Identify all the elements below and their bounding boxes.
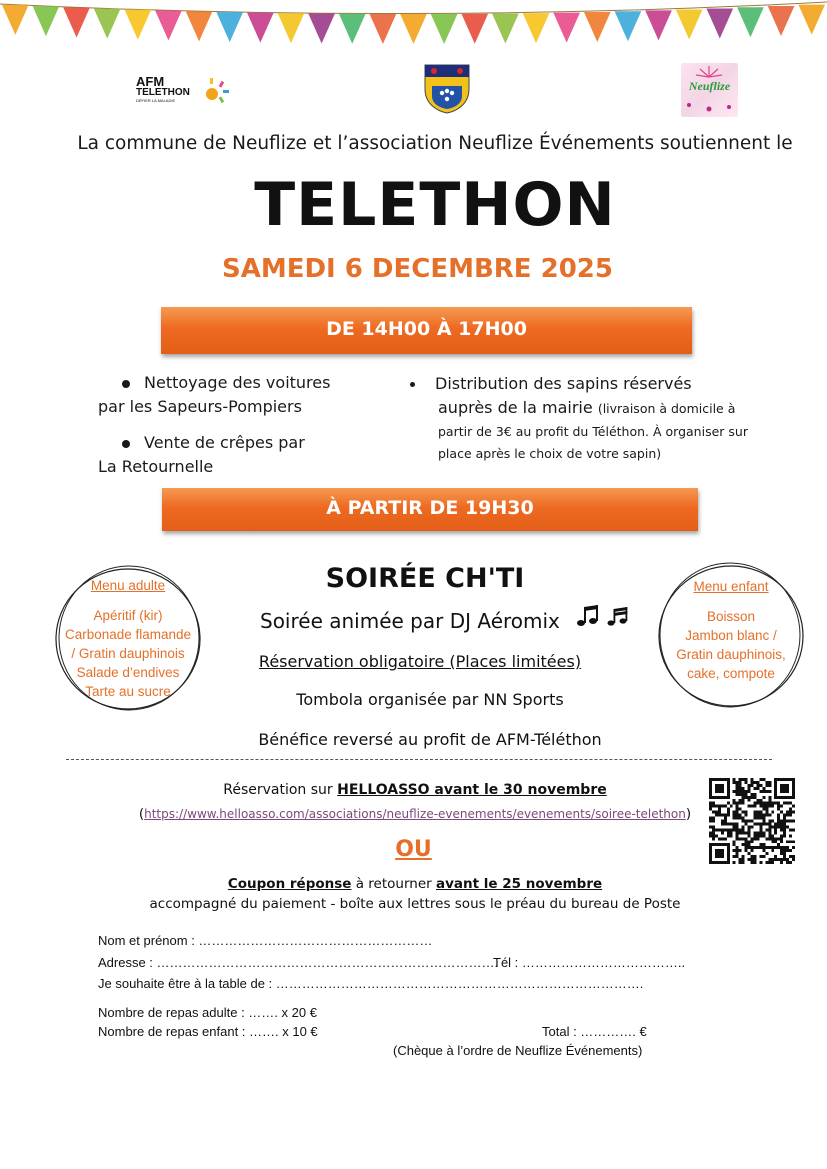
form-name-field[interactable]: Nom et prénom : ……………………………………………… bbox=[98, 933, 433, 948]
form-adult-meals-field[interactable]: Nombre de repas adulte : ……. x 20 € bbox=[98, 1005, 317, 1020]
bunting-flag bbox=[645, 10, 672, 40]
afm-sun-icon bbox=[200, 76, 230, 106]
reservation-required: Réservation obligatoire (Places limitées) bbox=[258, 652, 582, 671]
coupon-deadline: avant le 25 novembre bbox=[436, 876, 603, 892]
afm-logo-tag: DÉFIER LA MALADIE bbox=[136, 98, 176, 103]
intro-text: La commune de Neuflize et l’association Neuflize Événements soutiennent le bbox=[77, 133, 793, 154]
neuflize-coat-of-arms-icon bbox=[424, 64, 470, 114]
soiree-title: SOIRÉE CH'TI bbox=[325, 563, 525, 594]
benefit-text: Bénéfice reversé au profit de AFM-Téléthon bbox=[258, 730, 602, 749]
bunting-flag bbox=[339, 14, 366, 44]
dj-line bbox=[260, 604, 632, 633]
event-date: SAMEDI 6 DECEMBRE 2025 bbox=[221, 254, 613, 284]
bunting-flag bbox=[308, 14, 335, 44]
list-item-note: (livraison à domicile à bbox=[597, 401, 736, 416]
menu-item: Salade d’endives bbox=[76, 665, 180, 680]
form-phone-field[interactable]: Tél : ……………………………….. bbox=[493, 955, 686, 970]
cut-line-divider bbox=[66, 759, 772, 760]
helloasso-deadline: HELLOASSO avant le 30 novembre bbox=[337, 782, 607, 798]
bunting-flag bbox=[584, 12, 611, 42]
list-item-line: Distribution des sapins réservés bbox=[435, 374, 692, 393]
list-item-note: partir de 3€ au profit du Téléthon. À organiser sur bbox=[438, 424, 748, 439]
afm-logo-line2: TELETHON bbox=[136, 87, 190, 98]
menu-child-title: Menu enfant bbox=[693, 579, 769, 594]
bunting-flag bbox=[278, 13, 305, 43]
form-table-field[interactable]: Je souhaite être à la table de : …………………………………………………………………………. bbox=[98, 976, 644, 991]
menu-item: / Gratin dauphinois bbox=[71, 646, 185, 661]
bunting-flag bbox=[523, 13, 550, 43]
bunting-decoration bbox=[0, 0, 827, 50]
helloasso-line bbox=[0, 782, 827, 798]
evening-time-banner: À PARTIR DE 19H30 bbox=[162, 488, 698, 531]
bunting-flag bbox=[461, 14, 488, 44]
bunting-flag bbox=[186, 11, 213, 41]
coupon-line bbox=[0, 876, 827, 892]
bunting-flag bbox=[33, 6, 60, 36]
list-item-main: auprès de la mairie bbox=[438, 398, 593, 417]
bunting-flag bbox=[400, 14, 427, 44]
bullet-icon bbox=[410, 382, 415, 387]
list-item-line: Nettoyage des voitures bbox=[144, 373, 331, 392]
bunting-flag bbox=[492, 13, 519, 43]
bunting-flag bbox=[615, 11, 642, 41]
menu-item: Boisson bbox=[706, 609, 756, 624]
list-item-line bbox=[410, 396, 770, 421]
menu-item: Gratin dauphinois, bbox=[676, 647, 786, 662]
page-title: TELETHON bbox=[254, 170, 616, 240]
bunting-flag bbox=[768, 6, 795, 36]
bunting-flag bbox=[737, 7, 764, 37]
bunting-flag bbox=[63, 7, 90, 37]
or-separator: OU bbox=[395, 837, 432, 862]
coupon-label: Coupon réponse bbox=[227, 876, 352, 892]
bunting-flag bbox=[94, 9, 121, 39]
afm-telethon-logo bbox=[136, 76, 231, 108]
helloasso-url-line bbox=[0, 806, 827, 822]
bunting-flag bbox=[370, 14, 397, 44]
afm-logo-line1: AFM bbox=[136, 74, 165, 89]
list-item-line: La Retournelle bbox=[98, 457, 214, 476]
cheque-note: (Chèque à l’ordre de Neuflize Événements) bbox=[393, 1043, 643, 1058]
bunting-flag bbox=[125, 10, 152, 40]
bunting-flag bbox=[155, 11, 182, 41]
helloasso-prefix: Réservation sur bbox=[223, 782, 338, 798]
bunting-flag bbox=[706, 8, 733, 38]
paren-close: ) bbox=[685, 806, 692, 822]
bunting-flag bbox=[2, 5, 29, 35]
bunting-flag bbox=[676, 9, 703, 39]
payment-line: accompagné du paiement - boîte aux lettres sous le préau du bureau de Poste bbox=[149, 896, 681, 912]
bunting-flag bbox=[798, 5, 825, 35]
form-total-field[interactable]: Total : …………. € bbox=[542, 1024, 647, 1039]
list-item-line: Vente de crêpes par bbox=[144, 433, 305, 452]
form-child-meals-field[interactable]: Nombre de repas enfant : ……. x 10 € bbox=[98, 1024, 318, 1039]
dj-text: Soirée animée par DJ Aéromix bbox=[260, 609, 560, 633]
list-item bbox=[410, 372, 770, 396]
helloasso-link[interactable]: https://www.helloasso.com/associations/neuflize-evenements/evenements/soiree-telethon bbox=[144, 807, 686, 821]
bullet-icon bbox=[122, 380, 130, 388]
menu-adult-title: Menu adulte bbox=[90, 578, 166, 593]
music-notes-icon bbox=[576, 604, 632, 633]
afternoon-left-list bbox=[98, 371, 378, 479]
menu-item: Jambon blanc / bbox=[685, 628, 777, 643]
menu-item: cake, compote bbox=[687, 666, 775, 681]
afternoon-right-list bbox=[410, 372, 770, 465]
menu-item: Apéritif (kir) bbox=[93, 608, 163, 623]
bunting-flag bbox=[431, 14, 458, 44]
neuflize-logo-text: Neuflize bbox=[688, 79, 731, 93]
bunting-flag bbox=[553, 13, 580, 43]
neuflize-evenements-logo bbox=[681, 63, 738, 117]
menu-item: Carbonade flamande bbox=[64, 627, 192, 642]
list-item-note: place après le choix de votre sapin) bbox=[438, 446, 662, 461]
bunting-flag bbox=[247, 13, 274, 43]
menu-item: Tarte au sucre bbox=[85, 684, 171, 699]
list-item bbox=[98, 371, 378, 395]
list-item-line: par les Sapeurs-Pompiers bbox=[98, 397, 302, 416]
bullet-icon bbox=[122, 440, 130, 448]
tombola-text: Tombola organisée par NN Sports bbox=[296, 690, 564, 709]
afternoon-time-banner: DE 14H00 À 17H00 bbox=[161, 307, 692, 354]
bunting-flag bbox=[216, 12, 243, 42]
paren-open: ( bbox=[138, 806, 145, 822]
coupon-mid: à retourner bbox=[351, 876, 436, 892]
list-item bbox=[98, 431, 378, 455]
form-address-field[interactable]: Adresse : ……………………………………………………………………. bbox=[98, 955, 499, 970]
